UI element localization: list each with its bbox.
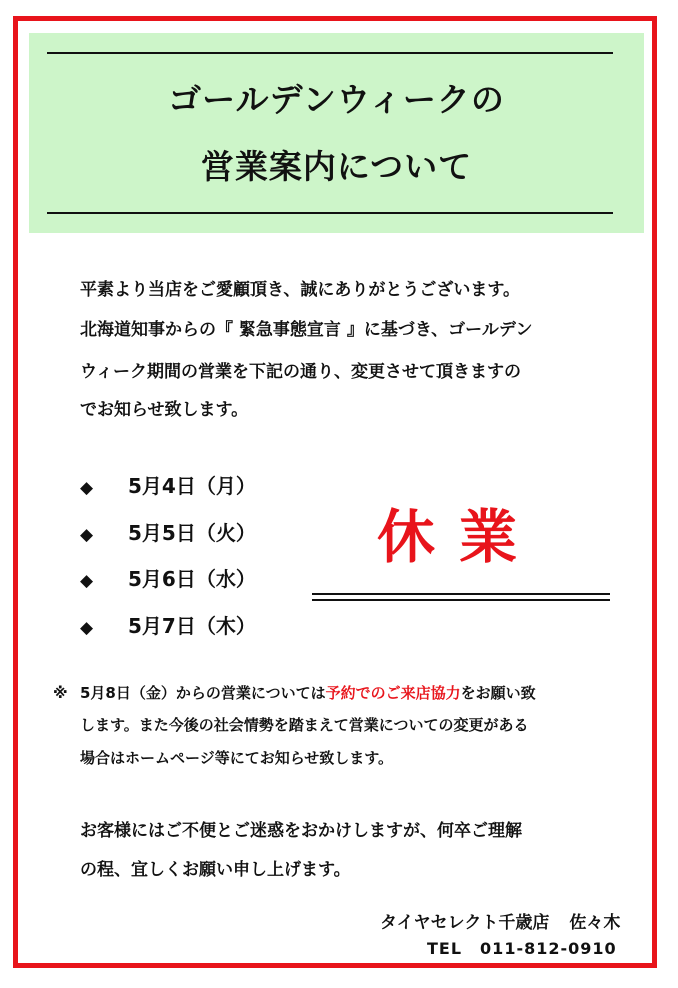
closed-date-item bbox=[80, 564, 256, 594]
intro-line-2: 北海道知事からの『 緊急事態宣言 』に基づき、ゴールデン bbox=[80, 320, 533, 340]
title-top-rule bbox=[47, 52, 613, 54]
closed-date: 5月4日（月） bbox=[128, 474, 256, 498]
shop-name: タイヤセレクト千歳店 bbox=[380, 913, 550, 933]
closed-date-item bbox=[80, 471, 256, 501]
closing-line-1: お客様にはご不便とご迷惑をおかけしますが、何卒ご理解 bbox=[80, 821, 522, 841]
diamond-bullet-icon: ◆ bbox=[80, 571, 94, 591]
tel-label: TEL bbox=[427, 939, 463, 958]
intro-line-4: でお知らせ致します。 bbox=[80, 400, 249, 420]
note-line-3: 場合はホームページ等にてお知らせ致します。 bbox=[80, 749, 394, 767]
note-mark: ※ bbox=[53, 684, 68, 702]
page-title-line-1: ゴールデンウィークの bbox=[168, 80, 505, 119]
closed-status: 休業 bbox=[376, 503, 541, 571]
closed-date-item bbox=[80, 518, 256, 548]
closed-date: 5月6日（水） bbox=[128, 567, 256, 591]
note-line-1 bbox=[80, 683, 536, 703]
signature-tel bbox=[427, 938, 617, 960]
signature-shop bbox=[380, 912, 620, 934]
title-banner bbox=[29, 33, 644, 233]
note-line-2: します。また今後の社会情勢を踏まえて営業についての変更がある bbox=[80, 716, 529, 734]
staff-name: 佐々木 bbox=[569, 913, 621, 933]
page-title-line-2: 営業案内について bbox=[200, 147, 473, 186]
diamond-bullet-icon: ◆ bbox=[80, 618, 94, 638]
note-line-1-before: 5月8日（金）からの営業については bbox=[80, 684, 326, 702]
closed-date: 5月5日（火） bbox=[128, 521, 256, 545]
tel-number: 011-812-0910 bbox=[480, 939, 617, 958]
note-line-1-after: をお願い致 bbox=[460, 684, 536, 702]
intro-line-3: ウィーク期間の営業を下記の通り、変更させて頂きますの bbox=[80, 362, 521, 382]
diamond-bullet-icon: ◆ bbox=[80, 478, 94, 498]
note-highlight: 予約でのご来店協力 bbox=[325, 684, 461, 702]
closing-line-2: の程、宜しくお願い申し上げます。 bbox=[80, 860, 351, 880]
diamond-bullet-icon: ◆ bbox=[80, 525, 94, 545]
closed-date: 5月7日（木） bbox=[128, 614, 256, 638]
closed-date-item bbox=[80, 611, 256, 641]
title-bottom-rule bbox=[47, 212, 613, 214]
intro-line-1: 平素より当店をご愛顧頂き、誠にありがとうございます。 bbox=[80, 280, 520, 300]
closed-status-double-rule bbox=[312, 593, 610, 601]
